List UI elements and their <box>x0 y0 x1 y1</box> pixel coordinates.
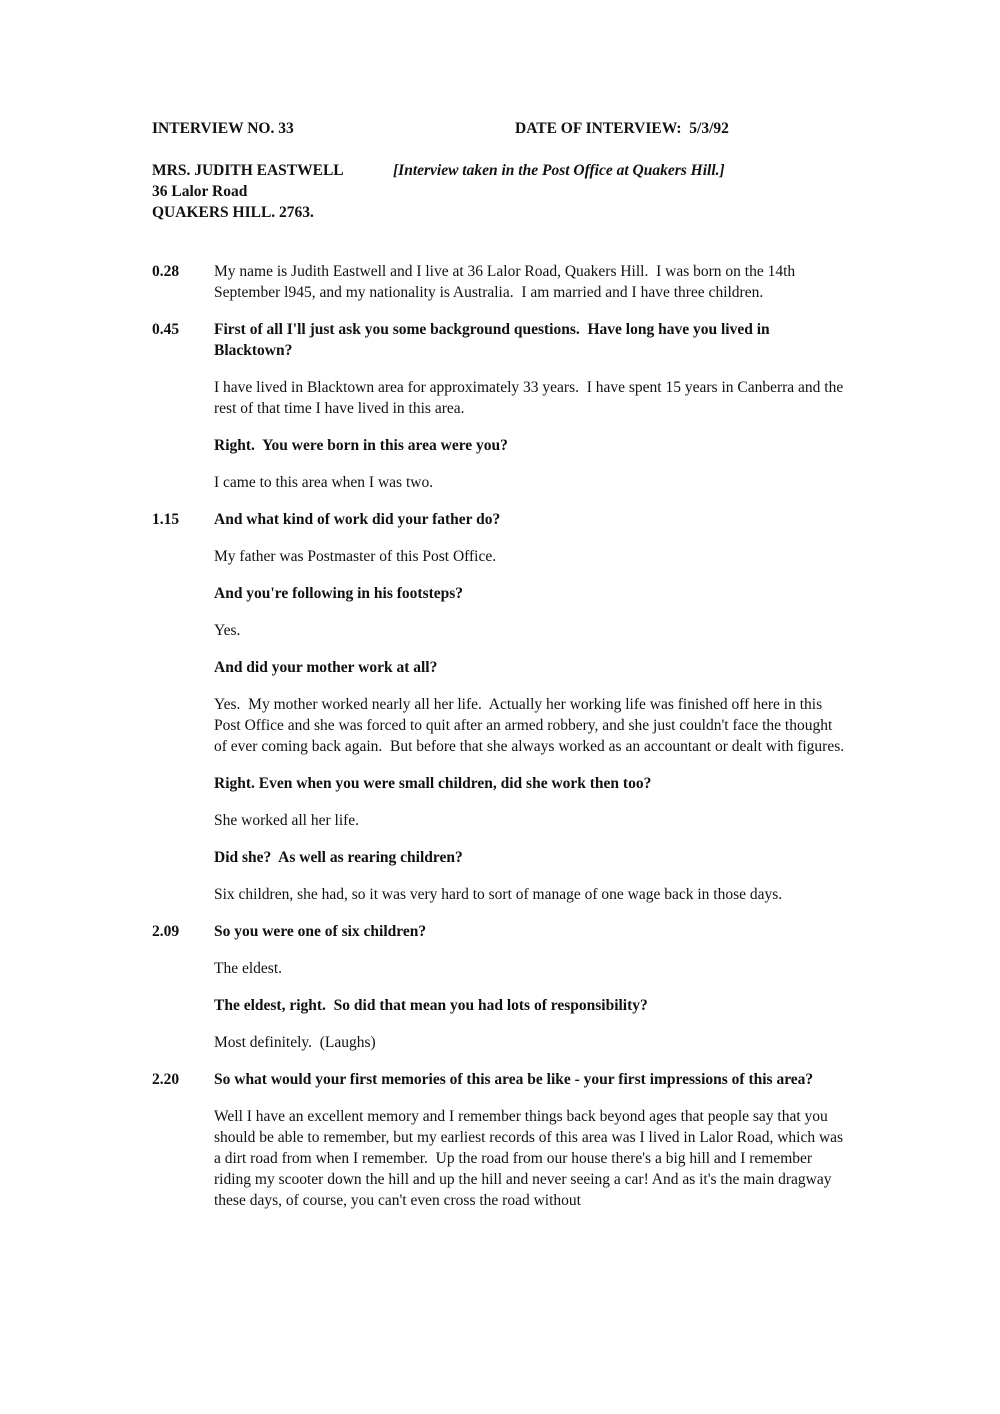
timestamp <box>152 958 214 979</box>
timestamp: 1.15 <box>152 511 180 528</box>
interviewer-question: First of all I'll just ask you some background questions. Have long have you lived in Blacktown? <box>214 321 774 359</box>
transcript-entry <box>152 435 848 456</box>
transcript <box>152 261 848 1211</box>
document-header <box>152 118 848 223</box>
timestamp <box>152 847 214 868</box>
interviewee-answer: Yes. My mother worked nearly all her life. Actually her working life was finished off here in this Post Office and she was forced to quit after an armed robbery, and she just couldn't face the thought of ever coming back again. But before that she always worked as an accountant or dealt with figures. <box>214 696 845 755</box>
timestamp: 2.20 <box>152 1071 180 1088</box>
interviewee-answer: Yes. <box>214 622 241 639</box>
interviewer-question: And you're following in his footsteps? <box>214 585 464 602</box>
transcript-entry <box>152 377 848 419</box>
transcript-entry <box>152 921 848 942</box>
interviewee-answer: Most definitely. (Laughs) <box>214 1034 376 1051</box>
transcript-entry <box>152 810 848 831</box>
interviewer-question: So what would your first memories of this area be like - your first impressions of this area? <box>214 1071 814 1088</box>
interviewee-answer: Six children, she had, so it was very hard to sort of manage of one wage back in those days. <box>214 886 783 903</box>
interviewer-question: Right. You were born in this area were you? <box>214 437 508 454</box>
transcript-entry <box>152 995 848 1016</box>
transcript-entry <box>152 583 848 604</box>
transcript-entry <box>152 546 848 567</box>
transcript-entry <box>152 319 848 361</box>
interviewee-answer: Well I have an excellent memory and I remember things back beyond ages that people say that you should be able to remember, but my earliest records of this area was I lived in Lalor Road, which was a dirt road from when I remember. Up the road from our house there's a big hill and I remember riding my scooter down the hill and up the hill and never seeing a car! And as it's the main dragway these days, of course, you can't even cross the road without <box>214 1108 847 1209</box>
interviewer-question: And did your mother work at all? <box>214 659 438 676</box>
timestamp <box>152 773 214 794</box>
timestamp <box>152 810 214 831</box>
transcript-entry <box>152 773 848 794</box>
interviewee-name: MRS. JUDITH EASTWELL <box>152 162 344 179</box>
transcript-entry <box>152 1032 848 1053</box>
interviewee-block <box>152 160 848 223</box>
interviewer-question: So you were one of six children? <box>214 923 427 940</box>
transcript-entry <box>152 509 848 530</box>
transcript-entry <box>152 884 848 905</box>
transcript-entry <box>152 620 848 641</box>
transcript-entry <box>152 472 848 493</box>
transcript-entry <box>152 1069 848 1090</box>
timestamp <box>152 377 214 419</box>
transcript-entry <box>152 261 848 303</box>
interviewee-answer: My name is Judith Eastwell and I live at 36 Lalor Road, Quakers Hill. I was born on the 14th September l945, and my nationality is Australia. I am married and I have three children. <box>214 263 800 301</box>
timestamp <box>152 884 214 905</box>
interview-date: DATE OF INTERVIEW: 5/3/92 <box>515 120 729 137</box>
interviewee-answer: She worked all her life. <box>214 812 360 829</box>
transcript-entry <box>152 694 848 757</box>
transcript-entry <box>152 958 848 979</box>
interviewee-answer: The eldest. <box>214 960 283 977</box>
timestamp <box>152 1032 214 1053</box>
timestamp <box>152 583 214 604</box>
transcript-entry <box>152 657 848 678</box>
timestamp <box>152 995 214 1016</box>
timestamp: 0.28 <box>152 263 180 280</box>
timestamp <box>152 435 214 456</box>
transcript-entry <box>152 847 848 868</box>
transcript-entry <box>152 1106 848 1211</box>
timestamp <box>152 657 214 678</box>
timestamp: 0.45 <box>152 321 180 338</box>
timestamp <box>152 694 214 757</box>
address-line-2: QUAKERS HILL. 2763. <box>152 204 314 221</box>
interviewee-answer: I have lived in Blacktown area for approximately 33 years. I have spent 15 years in Canberra and the rest of that time I have lived in this area. <box>214 379 848 417</box>
timestamp <box>152 620 214 641</box>
timestamp <box>152 1106 214 1211</box>
interviewer-question: Right. Even when you were small children, did she work then too? <box>214 775 652 792</box>
timestamp: 2.09 <box>152 923 180 940</box>
interviewer-question: Did she? As well as rearing children? <box>214 849 463 866</box>
interviewer-question: And what kind of work did your father do? <box>214 511 501 528</box>
interviewee-answer: My father was Postmaster of this Post Office. <box>214 548 497 565</box>
header-title-row <box>152 118 848 139</box>
interviewer-question: The eldest, right. So did that mean you had lots of responsibility? <box>214 997 648 1014</box>
location-note: [Interview taken in the Post Office at Quakers Hill.] <box>393 162 725 179</box>
timestamp <box>152 472 214 493</box>
interviewee-answer: I came to this area when I was two. <box>214 474 434 491</box>
address-line-1: 36 Lalor Road <box>152 183 248 200</box>
interview-number: INTERVIEW NO. 33 <box>152 120 294 137</box>
timestamp <box>152 546 214 567</box>
interviewee-name-row <box>152 160 848 181</box>
